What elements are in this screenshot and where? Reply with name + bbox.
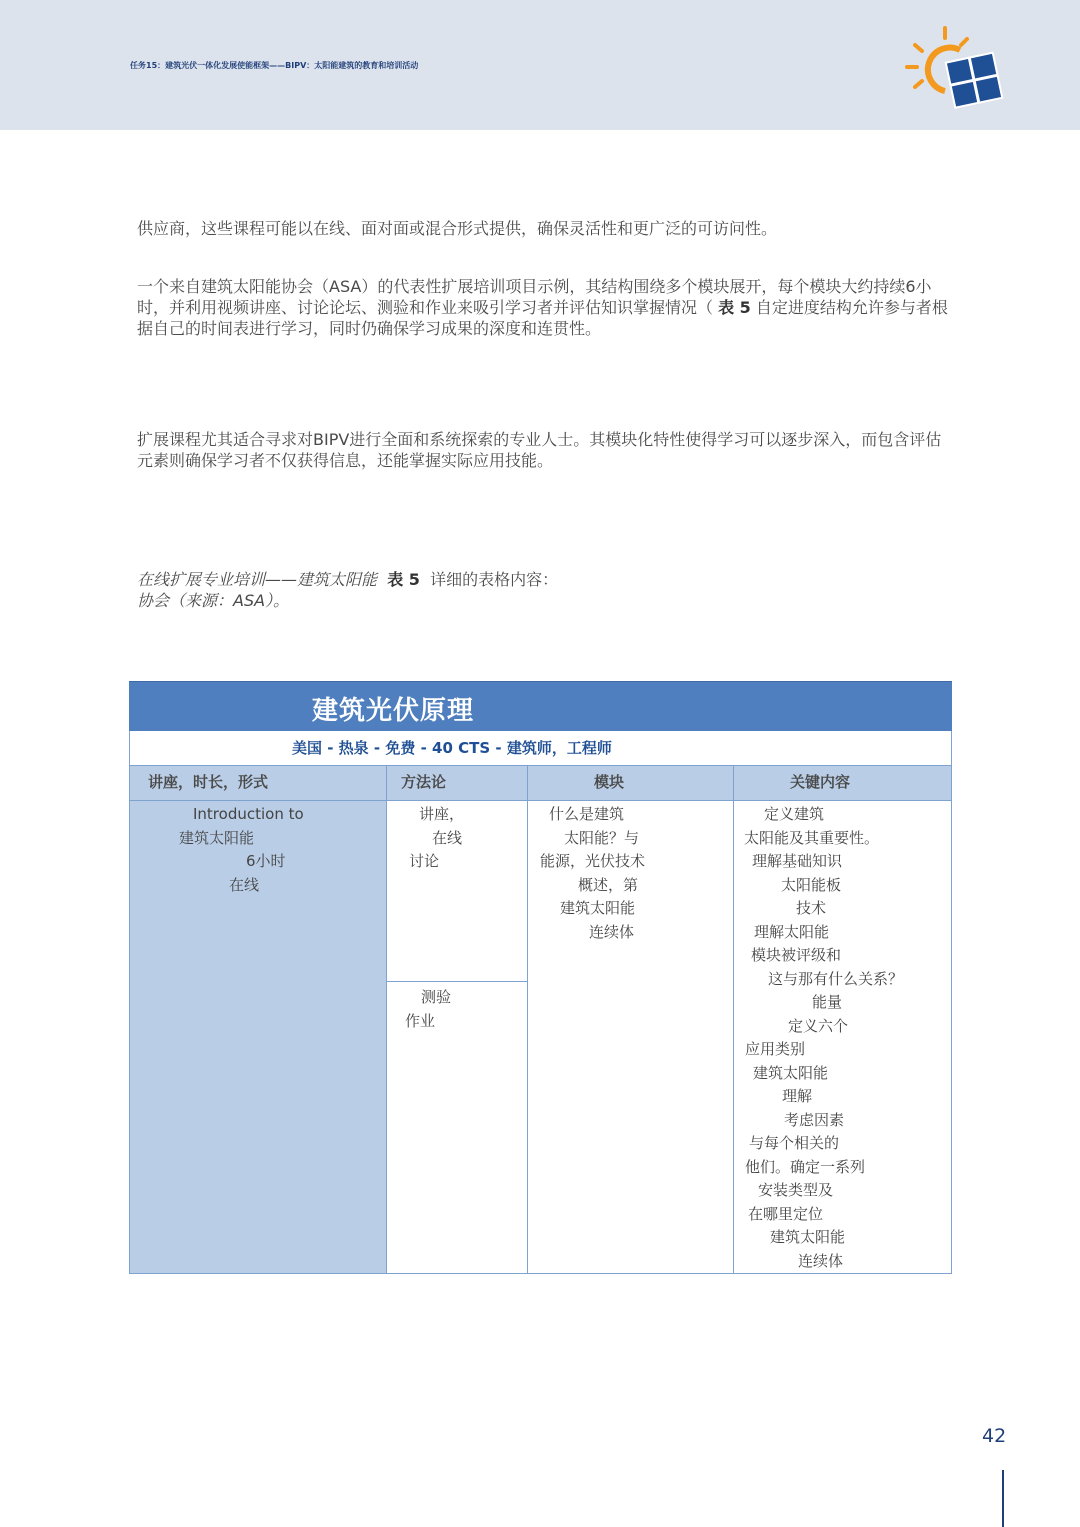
lecture-line: 在线 xyxy=(229,875,260,894)
page-number: 42 xyxy=(982,1425,1007,1447)
table-subtitle: 美国 - 热泉 - 免费 - 40 CTS - 建筑师，工程师 xyxy=(292,739,612,757)
key-content-line: 在哪里定位 xyxy=(748,1204,824,1223)
key-content-line: 建筑太阳能 xyxy=(753,1063,829,1082)
running-header-title: 任务15：建筑光伏一体化发展使能框架——BIPV：太阳能建筑的教育和培训活动 xyxy=(130,61,419,70)
table-caption xyxy=(137,569,955,611)
column-module xyxy=(528,766,734,1273)
caption-ref: 表 5 xyxy=(387,570,420,589)
paragraph-1: 供应商，这些课程可能以在线、面对面或混合形式提供，确保灵活性和更广泛的可访问性。 xyxy=(137,219,778,238)
table-grid xyxy=(129,765,952,1274)
lecture-line: 建筑太阳能 xyxy=(179,828,255,847)
table-title: 建筑光伏原理 xyxy=(312,696,475,726)
caption-tail: 详细的表格内容： xyxy=(430,570,559,589)
table-subtitle-row xyxy=(129,731,952,766)
key-content-line: 技术 xyxy=(796,899,827,917)
methodology-line: 讨论 xyxy=(409,852,440,870)
module-line: 连续体 xyxy=(589,922,635,941)
key-content-line: 与每个相关的 xyxy=(749,1134,840,1152)
header-cell-module xyxy=(528,766,733,801)
lecture-line: Introduction to xyxy=(193,805,304,823)
key-content-line: 太阳能板 xyxy=(781,875,842,894)
column-methodology xyxy=(387,766,528,1273)
module-line: 建筑太阳能 xyxy=(560,899,636,917)
module-line: 太阳能？与 xyxy=(564,828,640,847)
paragraph-2-text-b: 自定进度结构允许参与者根据自己的时间表进行学习，同时仍确保学习成果的深度和连贯性。 xyxy=(137,298,948,338)
key-content-line: 连续体 xyxy=(798,1251,844,1270)
key-content-line: 能量 xyxy=(812,993,843,1011)
key-content-line: 模块被评级和 xyxy=(751,946,842,964)
key-content-line: 理解太阳能 xyxy=(754,922,830,941)
header-methodology: 方法论 xyxy=(401,773,447,791)
key-content-line: 应用类别 xyxy=(745,1040,806,1058)
methodology-line: 测验 xyxy=(421,988,452,1006)
caption-italic-2: 协会（来源：ASA）。 xyxy=(137,591,290,610)
key-content-line: 安装类型及 xyxy=(758,1181,834,1199)
methodology-line: 在线 xyxy=(432,828,463,847)
paragraph-2 xyxy=(137,276,955,339)
header-cell-key-content xyxy=(734,766,951,801)
column-key-content xyxy=(734,766,951,1273)
page-number-rule xyxy=(1002,1470,1004,1527)
key-content-line: 考虑因素 xyxy=(784,1110,845,1129)
caption-italic-1: 在线扩展专业培训——建筑太阳能 xyxy=(137,570,378,589)
methodology-line: 讲座， xyxy=(419,805,465,823)
table-reference: 表 5 xyxy=(718,298,751,317)
module-line: 什么是建筑 xyxy=(549,805,625,823)
key-content-line: 这与那有什么关系？ xyxy=(768,969,904,988)
key-content-line: 他们。确定一系列 xyxy=(745,1157,866,1176)
lecture-line: 6小时 xyxy=(246,852,286,870)
key-content-line: 太阳能及其重要性。 xyxy=(744,828,880,847)
header-module: 模块 xyxy=(594,773,625,791)
header-band xyxy=(0,0,1080,130)
key-content-line: 理解基础知识 xyxy=(752,852,843,870)
sun-solar-panel-icon xyxy=(905,25,1005,115)
methodology-divider xyxy=(387,981,527,982)
table-title-bar xyxy=(129,681,952,732)
column-lecture xyxy=(130,766,387,1273)
header-key-content: 关键内容 xyxy=(790,773,851,791)
header-lecture: 讲座，时长，形式 xyxy=(148,773,269,791)
key-content-line: 理解 xyxy=(782,1087,813,1105)
module-line: 概述，第 xyxy=(578,875,639,894)
header-cell-methodology xyxy=(387,766,527,801)
methodology-line: 作业 xyxy=(405,1011,436,1030)
header-cell-lecture xyxy=(130,766,386,801)
paragraph-2-text-a: 一个来自建筑太阳能协会（ASA）的代表性扩展培训项目示例，其结构围绕多个模块展开，每个模块大约持续6小时，并利用视频讲座、讨论论坛、测验和作业来吸引学习者并评估知识掌握情况（ xyxy=(137,277,932,317)
key-content-line: 定义建筑 xyxy=(764,805,825,823)
key-content-line: 建筑太阳能 xyxy=(770,1228,846,1246)
module-line: 能源，光伏技术 xyxy=(540,852,646,870)
key-content-line: 定义六个 xyxy=(788,1016,849,1035)
paragraph-3: 扩展课程尤其适合寻求对BIPV进行全面和系统探索的专业人士。其模块化特性使得学习可以逐步深入，而包含评估元素则确保学习者不仅获得信息，还能掌握实际应用技能。 xyxy=(137,430,942,470)
